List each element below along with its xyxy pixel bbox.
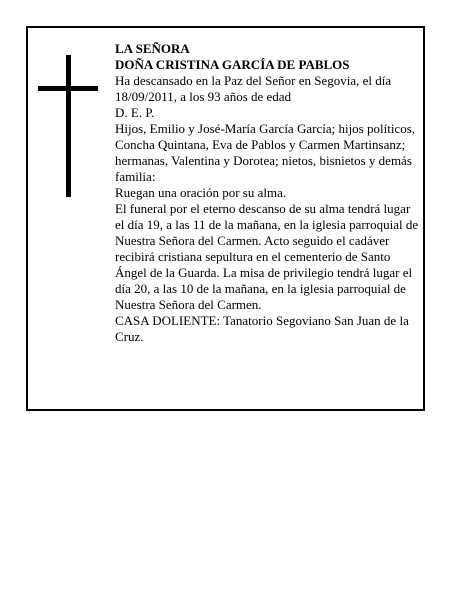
cross-horizontal-bar: [38, 86, 98, 91]
cross-icon: [38, 55, 98, 197]
prayer-request: Ruegan una oración por su alma.: [115, 185, 287, 200]
cross-vertical-bar: [66, 55, 71, 197]
notice-body: [115, 41, 420, 345]
notice-title: LA SEÑORA: [115, 41, 190, 56]
obituary-notice: [26, 26, 425, 411]
mourning-house: CASA DOLIENTE: Tanatorio Segoviano San Juan de la Cruz.: [115, 313, 409, 344]
death-announcement: Ha descansado en la Paz del Señor en Segovia, el día 18/09/2011, a los 93 años de edad: [115, 73, 392, 104]
family-list: Hijos, Emilio y José-María García García; hijos políticos, Concha Quintana, Eva de Pablos y Carmen Martinsanz; hermanas, Valentina y Dorotea; nietos, bisnietos y demás familia:: [115, 121, 416, 184]
deceased-name: DOÑA CRISTINA GARCÍA DE PABLOS: [115, 57, 350, 72]
rip-line: D. E. P.: [115, 105, 155, 120]
funeral-details: El funeral por el eterno descanso de su alma tendrá lugar el día 19, a las 11 de la mañana, en la iglesia parroquial de Nuestra Señora del Carmen. Acto seguido el cadáver recibirá cristiana sepultura en el cementerio de Santo Ángel de la Guarda. La misa de privilegio tendrá lugar el día 20, a las 10 de la mañana, en la iglesia parroquial de Nuestra Señora del Carmen.: [115, 201, 419, 312]
